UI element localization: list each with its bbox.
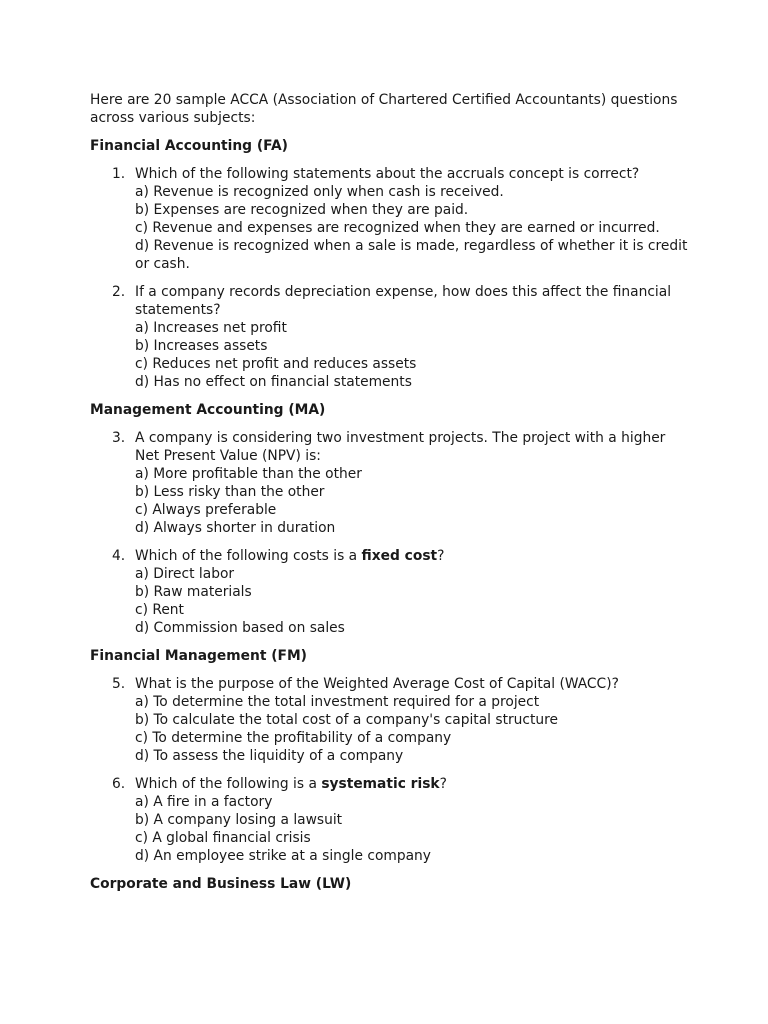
option-b: b) Expenses are recognized when they are paid.: [135, 202, 469, 218]
question-3: [90, 429, 690, 537]
question-text-end: ?: [439, 776, 447, 792]
option-b: b) Increases assets: [135, 338, 268, 354]
option-b: b) Less risky than the other: [135, 484, 325, 500]
question-number: 3.: [112, 430, 126, 446]
question-text-end: ?: [437, 548, 445, 564]
question-text: A company is considering two investment projects. The project with a higher Net Present Value (NPV) is:: [135, 430, 666, 464]
question-number: 1.: [112, 166, 126, 182]
option-d: d) Commission based on sales: [135, 620, 345, 636]
question-2: [90, 283, 690, 391]
question-6: [90, 775, 690, 865]
document-page: [90, 91, 690, 903]
intro-paragraph: Here are 20 sample ACCA (Association of Chartered Certified Accountants) questions across various subjects:: [90, 92, 678, 126]
question-4: [90, 547, 690, 637]
option-b: b) A company losing a lawsuit: [135, 812, 343, 828]
question-text: [135, 775, 690, 793]
question-number: 6.: [112, 776, 126, 792]
question-text: [135, 547, 690, 565]
option-d: d) To assess the liquidity of a company: [135, 748, 404, 764]
question-1: [90, 165, 690, 273]
section-heading-fm: Financial Management (FM): [90, 648, 307, 664]
section-heading-lw: Corporate and Business Law (LW): [90, 876, 352, 892]
question-text: Which of the following statements about the accruals concept is correct?: [135, 166, 640, 182]
option-d: d) Always shorter in duration: [135, 520, 336, 536]
section-heading-fa: Financial Accounting (FA): [90, 138, 288, 154]
option-d: d) An employee strike at a single company: [135, 848, 431, 864]
option-c: c) A global financial crisis: [135, 830, 311, 846]
option-c: c) Reduces net profit and reduces assets: [135, 356, 417, 372]
option-a: a) Revenue is recognized only when cash is received.: [135, 184, 504, 200]
option-c: c) Revenue and expenses are recognized when they are earned or incurred.: [135, 220, 660, 236]
option-c: c) To determine the profitability of a company: [135, 730, 452, 746]
option-d: d) Has no effect on financial statements: [135, 374, 412, 390]
option-b: b) Raw materials: [135, 584, 252, 600]
option-a: a) Direct labor: [135, 566, 235, 582]
question-number: 4.: [112, 548, 126, 564]
question-text: If a company records depreciation expense, how does this affect the financial statements?: [135, 284, 672, 318]
option-d: d) Revenue is recognized when a sale is made, regardless of whether it is credit or cash.: [135, 238, 688, 272]
question-5: [90, 675, 690, 765]
option-b: b) To calculate the total cost of a company's capital structure: [135, 712, 558, 728]
section-heading-ma: Management Accounting (MA): [90, 402, 326, 418]
question-number: 2.: [112, 284, 126, 300]
question-text-start: Which of the following costs is a: [135, 548, 362, 564]
question-text: What is the purpose of the Weighted Average Cost of Capital (WACC)?: [135, 676, 619, 692]
option-c: c) Always preferable: [135, 502, 277, 518]
option-a: a) More profitable than the other: [135, 466, 362, 482]
question-text-start: Which of the following is a: [135, 776, 322, 792]
emphasized-term: systematic risk: [321, 776, 440, 792]
option-a: a) A fire in a factory: [135, 794, 273, 810]
question-number: 5.: [112, 676, 126, 692]
option-a: a) Increases net profit: [135, 320, 287, 336]
emphasized-term: fixed cost: [361, 548, 438, 564]
option-c: c) Rent: [135, 602, 184, 618]
option-a: a) To determine the total investment required for a project: [135, 694, 540, 710]
